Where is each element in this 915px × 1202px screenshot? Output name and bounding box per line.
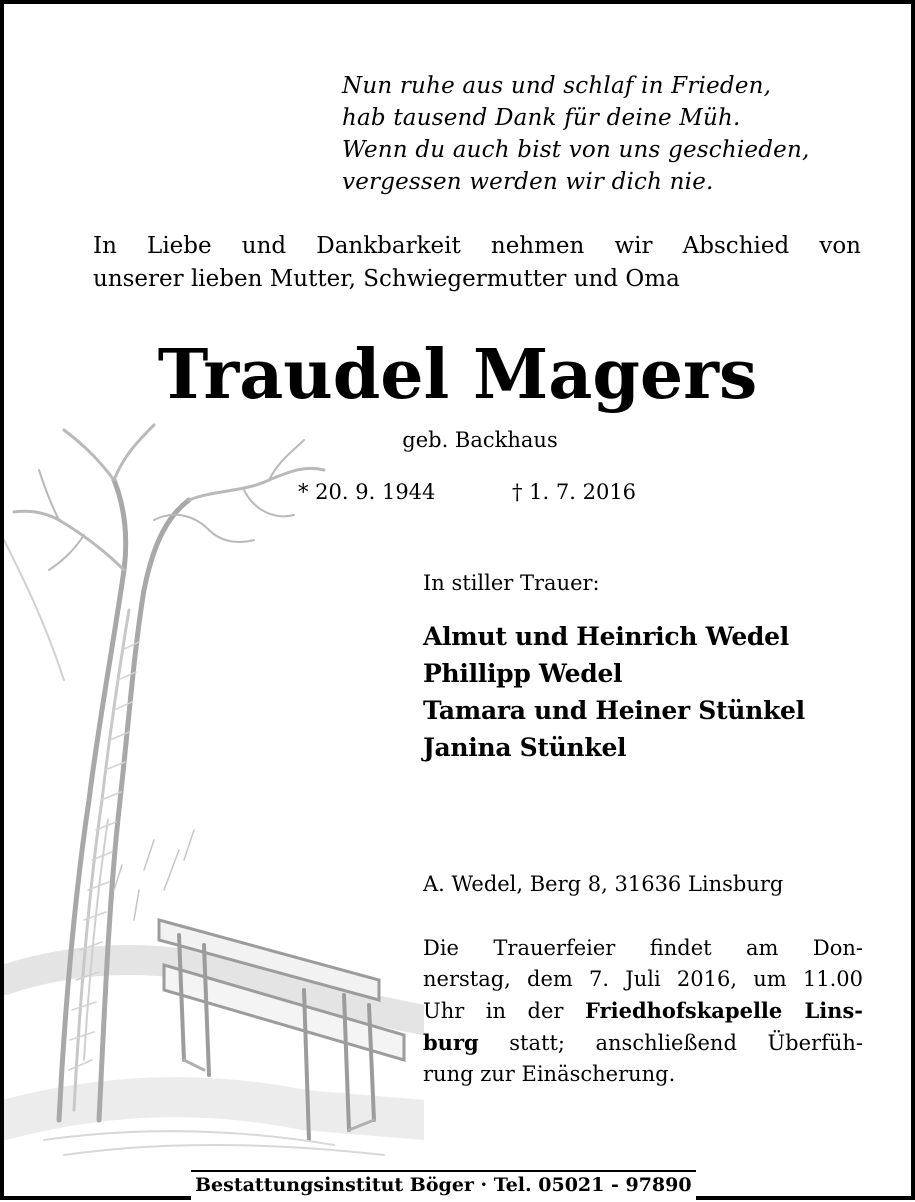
service-line — [423, 995, 863, 1027]
service-line: nerstag, dem 7. Juli 2016, um 11.00 — [423, 967, 863, 991]
mourners-list — [423, 618, 805, 766]
family-address: A. Wedel, Berg 8, 31636 Linsburg — [423, 872, 784, 896]
funeral-home-footer: Bestattungsinstitut Böger · Tel. 05021 - 97890 — [191, 1170, 696, 1202]
poem-line: vergessen werden wir dich nie. — [342, 169, 714, 195]
birth-date: * 20. 9. 1944 — [298, 480, 436, 504]
service-line: Die Trauerfeier findet am Don- — [423, 936, 863, 960]
mourner-name: Almut und Heinrich Wedel — [423, 622, 789, 651]
mourner-name: Janina Stünkel — [423, 733, 627, 762]
chapel-name-end: burg — [423, 1030, 479, 1055]
poem-line: hab tausend Dank für deine Müh. — [342, 105, 741, 131]
service-text: Uhr in der — [423, 999, 564, 1023]
poem-line: Wenn du auch bist von uns geschieden, — [342, 137, 810, 163]
memorial-poem — [342, 70, 862, 198]
funeral-service-info — [423, 933, 863, 1090]
mourner-name: Phillipp Wedel — [423, 659, 623, 688]
deceased-name: Traudel Magers — [157, 335, 758, 415]
poem-line: Nun ruhe aus und schlaf in Frieden, — [342, 73, 772, 99]
maiden-name: geb. Backhaus — [402, 428, 558, 452]
service-line — [423, 1027, 863, 1059]
service-line: rung zur Einäscherung. — [423, 1062, 676, 1086]
farewell-intro — [93, 230, 861, 296]
tree-and-bench-illustration — [4, 420, 424, 1160]
death-date: † 1. 7. 2016 — [512, 480, 637, 504]
chapel-name: Friedhofskapelle Lins- — [585, 998, 863, 1023]
mourning-heading: In stiller Trauer: — [423, 571, 600, 595]
intro-line: In Liebe und Dankbarkeit nehmen wir Abschied von — [93, 233, 861, 259]
intro-line: unserer lieben Mutter, Schwiegermutter und Oma — [93, 266, 680, 292]
service-text: statt; anschließend Überfüh- — [509, 1031, 863, 1055]
mourner-name: Tamara und Heiner Stünkel — [423, 696, 805, 725]
